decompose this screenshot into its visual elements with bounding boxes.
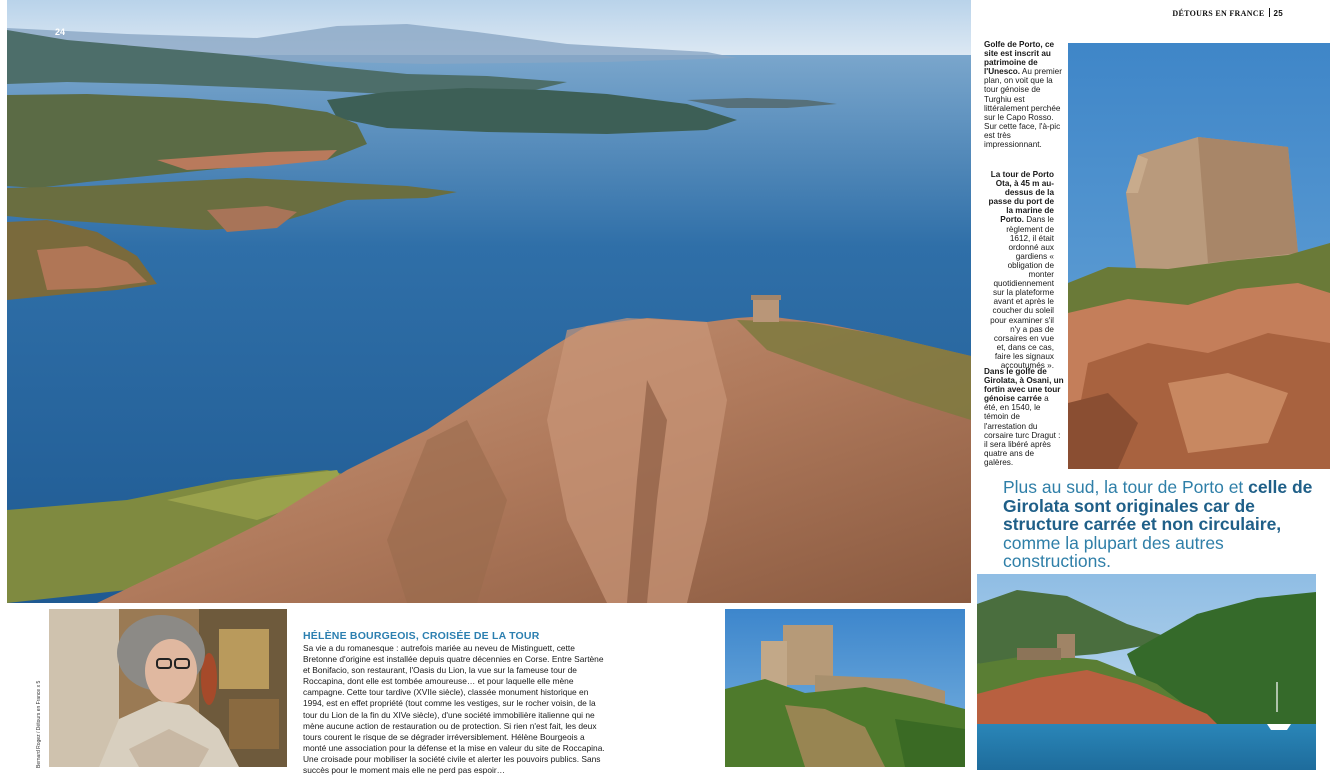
pullquote-bold: celle de Girolata sont originales car de structure carrée et non circulaire, (1003, 477, 1313, 534)
photo-girolata-fort (725, 609, 965, 767)
magazine-title: DÉTOURS EN FRANCE (1172, 9, 1265, 18)
caption-text: Dans le règlement de 1612, il était ordonné aux gardiens « obligation de monter quotidiennement sur la plateforme avant et après le coucher du soleil pour examiner s'il n'y a pas de corsaires en vue et, dans ce cas, faire les signaux accoutumés ». (990, 215, 1054, 370)
caption-golfe-de-porto (984, 40, 1064, 149)
caption-text: a été, en 1540, le témoin de l'arrestation du corsaire turc Dragut : il sera libéré après quatre ans de galères. (984, 394, 1061, 467)
article-title: HÉLÈNE BOURGEOIS, CROISÉE DE LA TOUR (303, 630, 540, 642)
running-head (1172, 8, 1283, 18)
caption-tour-de-porto (984, 170, 1054, 370)
caption-girolata (984, 367, 1064, 467)
page-number-left: 24 (55, 27, 66, 37)
photo-girolata-bay (977, 574, 1316, 770)
photo-helene-bourgeois (49, 609, 287, 767)
pullquote-part1: Plus au sud, la tour de Porto et (1003, 477, 1249, 497)
pullquote-part2: comme la plupart des autres constructions. (1003, 532, 1224, 571)
caption-lead: Golfe de Porto, ce site est inscrit au patrimoine de l'Unesco. (984, 40, 1055, 77)
page-number-right: 25 (1273, 9, 1283, 18)
photo-golfe-de-porto (7, 0, 971, 603)
photo-credit: Bernard Rogez / Détours en France x 5 (36, 680, 42, 768)
caption-text: Au premier plan, on voit que la tour génoise de Turghiu est littéralement perchée sur le Capo Rosso. Sur cette face, l'à-pic est très impressionnant. (984, 67, 1062, 150)
article-body: Sa vie a du romanesque : autrefois mariée au neveu de Mistinguett, cette Bretonne d'origine est installée depuis quatre décennies en Corse. Entre Sartène et Bonifacio, son restaurant, l'Oasis du Lion, la vue sur la fameuse tour de Roccapina, dont elle est tombée amoureuse… et pour laquelle elle mène campagne. Cette tour tardive (XVIIe siècle), classée monument historique en 1994, est en effet propriété (tout comme les vestiges, sur le rocher voisin, de la tour du Lion de la fin du XIVe siècle), d'une société immobilière italienne qui ne mène aucune action de restauration ou de protection. Si rien n'est fait, les deux tours courent le risque de se dégrader irréversiblement. Hélène Bourgeois a monté une association pour la défense et la mise en valeur du site de Roccapina. Une croisade pour mobiliser la société civile et alerter les pouvoirs publics. Sans succès pour le moment mais elle ne perd pas espoir… (303, 643, 605, 776)
header-separator (1269, 8, 1270, 17)
pullquote (1003, 478, 1323, 571)
caption-lead: La tour de Porto Ota, à 45 m au-dessus de la passe du port de la marine de Porto. (988, 170, 1054, 225)
caption-lead: Dans le golfe de Girolata, à Osani, un fortin avec une tour génoise carrée (984, 367, 1064, 404)
photo-tour-de-porto (1068, 43, 1330, 469)
